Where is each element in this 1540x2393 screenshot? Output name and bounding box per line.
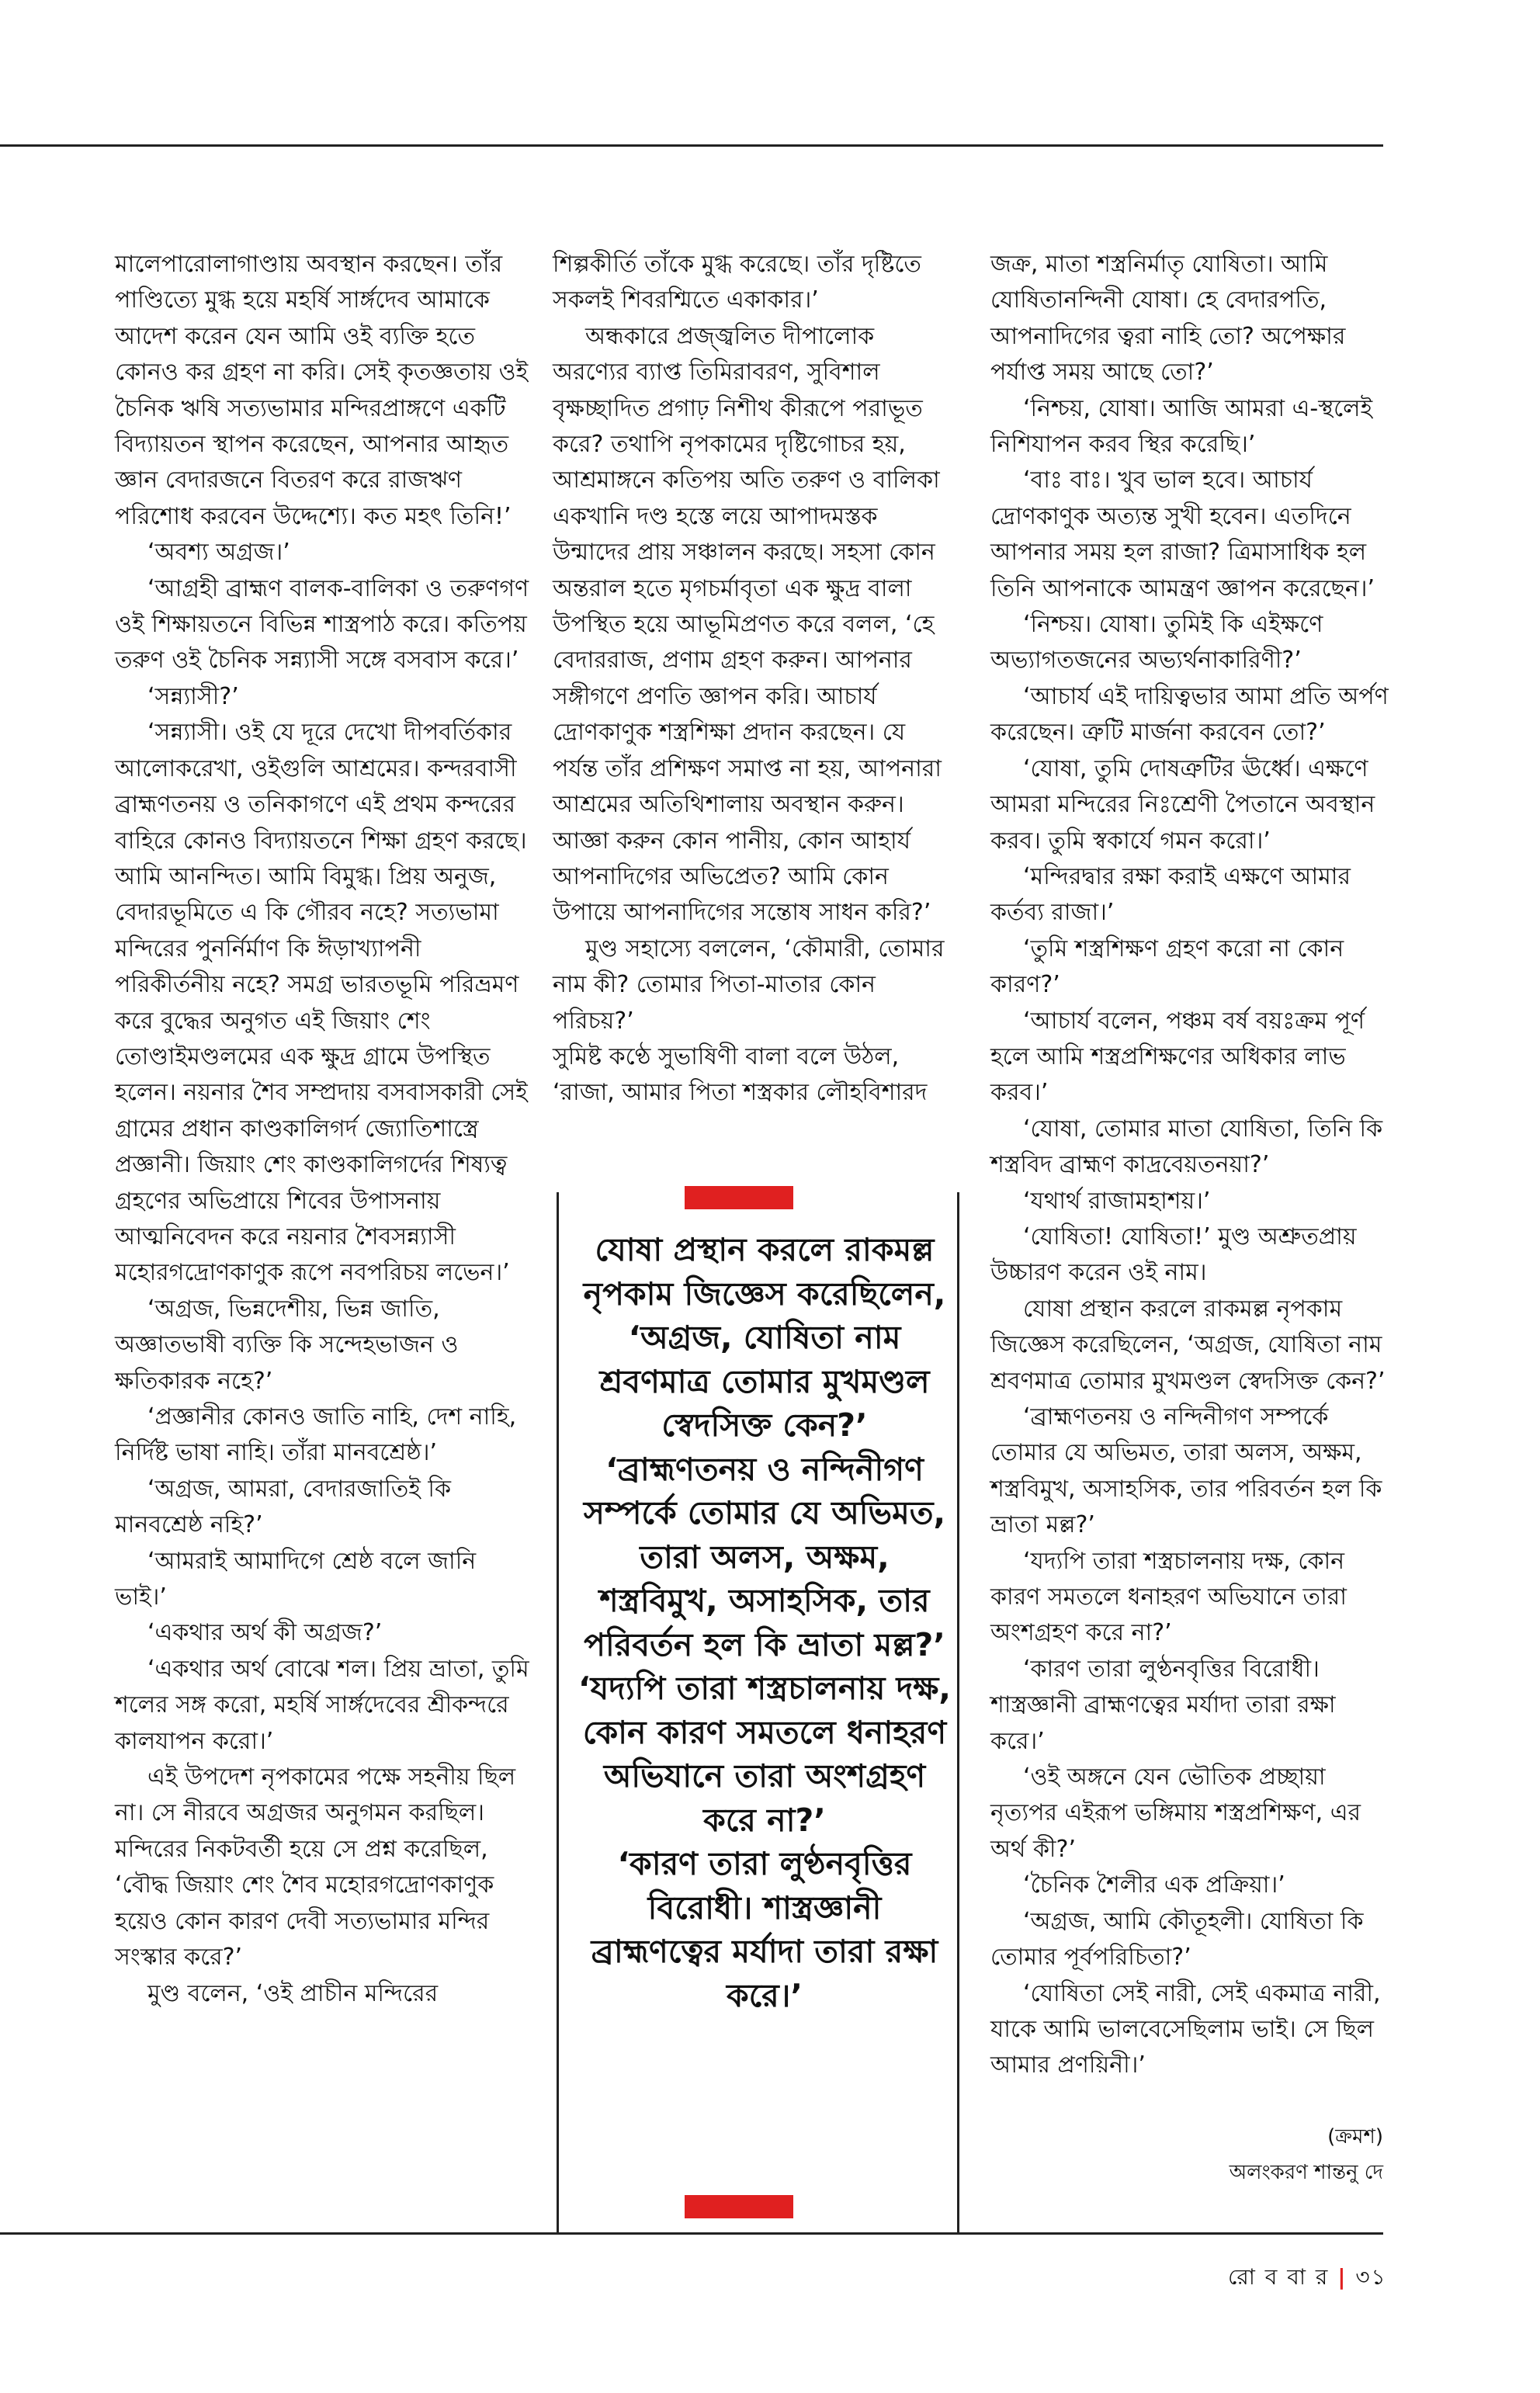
body-paragraph: এই উপদেশ নৃপকামের পক্ষে সহনীয় ছিল না। সে নীরবে অগ্রজর অনুগমন করছিল। মন্দিরের নিকটবর্তী হয়ে সে প্রশ্ন করেছিল, ‘বৌদ্ধ জিয়াং শেং শৈব মহোরগদ্রোণকাণুক হয়েও কোন কারণ দেবী সত্যভামার মন্দির সংস্কার করে?’ [115,1764,516,1972]
body-paragraph: ‘তুমি শস্ত্রশিক্ষণ গ্রহণ করো না কোন কারণ?’ [990,935,1344,999]
body-paragraph: ‘আমরাই আমাদিগে শ্রেষ্ঠ বলে জানি ভাই।’ [115,1547,477,1611]
bottom-rule [0,2232,1383,2235]
body-paragraph: ‘যথার্থ রাজামহাশয়।’ [1023,1187,1211,1215]
column-1 [115,247,534,2012]
body-paragraph: ‘অগ্রজ, আমি কৌতূহলী। যোষিতা কি তোমার পূর্বপরিচিতা?’ [990,1907,1364,1972]
body-paragraph: মুণ্ড সহাস্যে বললেন, ‘কৌমারী, তোমার নাম কী? তোমার পিতা-মাতার কোন পরিচয়?’ [553,935,945,1035]
body-paragraph: ‘একথার অর্থ কী অগ্রজ?’ [147,1619,383,1647]
body-paragraph: মালেপারোলাগাণ্ডায় অবস্থান করছেন। তাঁর পাণ্ডিত্যে মুগ্ধ হয়ে মহর্ষি সার্ঙ্গদেব আমাকে আদেশ করেন যেন আমি ওই ব্যক্তি হতে কোনও কর গ্রহণ না করি। সেই কৃতজ্ঞতায় ওই চৈনিক ঋষি সত্যভামার মন্দিরপ্রাঙ্গণে একটি বিদ্যায়তন স্থাপন করেছেন, আপনার আহৃত জ্ঞান বেদারজনে বিতরণ করে রাজঋণ পরিশোধ করবেন উদ্দেশ্যে। কত মহৎ তিনি!’ [115,251,529,530]
pull-quote-line: ‘কারণ তারা লুণ্ঠনবৃত্তির বিরোধী। শাস্ত্রজ্ঞানী ব্রাহ্মণত্বের মর্যাদা তারা রক্ষা করে।’ [591,1845,938,2014]
body-paragraph: জক্র, মাতা শস্ত্রনির্মাতৃ যোষিতা। আমি যোষিতানন্দিনী যোষা। হে বেদারপতি, আপনাদিগের ত্বরা নাহি তো? অপেক্ষার পর্যাপ্ত সময় আছে তো?’ [990,251,1346,387]
body-paragraph: ‘ব্রাহ্মণতনয় ও নন্দিনীগণ সম্পর্কে তোমার যে অভিমত, তারা অলস, অক্ষম, শস্ত্রবিমুখ, অসাহসিক, তার পরিবর্তন হল কি ভ্রাতা মল্ল?’ [990,1403,1382,1539]
top-rule [0,144,1383,147]
pull-quote [578,1228,951,2017]
body-paragraph: ‘নিশ্চয়, যোষা। আজি আমরা এ-স্থলেই নিশিযাপন করব স্থির করেছি।’ [990,394,1373,459]
body-paragraph: সুমিষ্ট কণ্ঠে সুভাষিণী বালা বলে উঠল, ‘রাজা, আমার পিতা শস্ত্রকার লৌহবিশারদ [553,1042,928,1107]
body-paragraph: ‘অবশ্য অগ্রজ।’ [147,539,290,567]
pull-quote-bottom-bar [685,2195,793,2218]
page-number: ৩১ [1355,2264,1387,2290]
pull-quote-top-bar [685,1186,793,1209]
body-paragraph: ‘আগ্রহী ব্রাহ্মণ বালক-বালিকা ও তরুণগণ ওই শিক্ষায়তনে বিভিন্ন শাস্ত্রপাঠ করে। কতিপয় তরুণ ওই চৈনিক সন্ন্যাসী সঙ্গে বসবাস করে।’ [115,574,529,675]
body-paragraph: ‘প্রজ্ঞানীর কোনও জাতি নাহি, দেশ নাহি, নির্দিষ্ট ভাষা নাহি। তাঁরা মানবশ্রেষ্ঠ।’ [115,1403,517,1467]
body-paragraph: ‘আচার্য বলেন, পঞ্চম বর্ষ বয়ঃক্রম পূর্ণ হলে আমি শস্ত্রপ্রশিক্ষণের অধিকার লাভ করব।’ [990,1007,1365,1107]
pull-quote-right-rule [957,1192,959,2232]
pull-quote-line: ‘ব্রাহ্মণতনয় ও নন্দিনীগণ সম্পর্কে তোমার যে অভিমত, তারা অলস, অক্ষম, শস্ত্রবিমুখ, অসাহসিক, তার পরিবর্তন হল কি ভ্রাতা মল্ল?’ [583,1450,946,1663]
illustration-credit: অলংকরণ শান্তনু দে [1229,2161,1383,2184]
body-paragraph: অন্ধকারে প্রজ্জ্বলিত দীপালোক অরণ্যের ব্যাপ্ত তিমিরাবরণ, সুবিশাল বৃক্ষচ্ছাদিত প্রগাঢ় নিশীথ কীরূপে পরাভূত করে? তথাপি নৃপকামের দৃষ্টিগোচর হয়, আশ্রমাঙ্গনে কতিপয় অতি তরুণ ও বালিকা একখানি দণ্ড হস্তে লয়ে আপাদমস্তক উন্মাদের প্রায় সঞ্চালন করছে। সহসা কোন অন্তরাল হতে মৃগচর্মাবৃতা এক ক্ষুদ্র বালা উপস্থিত হয়ে আভূমিপ্রণত করে বলল, ‘হে বেদাররাজ, প্রণাম গ্রহণ করুন। আপনার সঙ্গীগণে প্রণতি জ্ঞাপন করি। আচার্য দ্রোণকাণুক শস্ত্রশিক্ষা প্রদান করছেন। যে পর্যন্ত তাঁর প্রশিক্ষণ সমাপ্ত না হয়, আপনারা আশ্রমের অতিথিশালায় অবস্থান করুন। আজ্ঞা করুন কোন পানীয়, কোন আহার্য আপনাদিগের অভিপ্রেত? আমি কোন উপায়ে আপনাদিগের সন্তোষ সাধন করি?’ [553,322,942,927]
body-paragraph: ‘যোষা, তুমি দোষত্রুটির ঊর্ধ্বে। এক্ষণে আমরা মন্দিরের নিঃশ্রেণী পৈতানে অবস্থান করব। তুমি স্বকার্যে গমন করো।’ [990,754,1375,855]
body-paragraph: ‘যোষিতা! যোষিতা!’ মুণ্ড অশ্রুতপ্রায় উচ্চারণ করেন ওই নাম। [990,1223,1357,1287]
body-paragraph: ‘সন্ন্যাসী। ওই যে দূরে দেখো দীপবর্তিকার আলোকরেখা, ওইগুলি আশ্রমের। কন্দরবাসী ব্রাহ্মণতনয় ও তনিকাগণে এই প্রথম কন্দরের বাহিরে কোনও বিদ্যায়তনে শিক্ষা গ্রহণ করছে। আমি আনন্দিত। আমি বিমুগ্ধ। প্রিয় অনুজ, বেদারভূমিতে এ কি গৌরব নহে? সত্যভামা মন্দিরের পুনর্নির্মাণ কি ঈড়াখ্যাপনী পরিকীর্তনীয় নহে? সমগ্র ভারতভূমি পরিভ্রমণ করে বুদ্ধের অনুগত এই জিয়াং শেং তোণ্ডাইমণ্ডলমের এক ক্ষুদ্র গ্রামে উপস্থিত হলেন। নয়নার শৈব সম্প্রদায় বসবাসকারী সেই গ্রামের প্রধান কাণ্ডকালিগর্দ জ্যোতিশাস্ত্রে প্রজ্ঞানী। জিয়াং শেং কাণ্ডকালিগর্দের শিষ্যত্ব গ্রহণের অভিপ্রায়ে শিবের উপাসনায় আত্মনিবেদন করে নয়নার শৈবসন্ন্যাসী মহোরগদ্রোণকাণুক রূপে নবপরিচয় লভেন।’ [115,719,528,1287]
folio-separator: | [1337,2264,1348,2290]
body-paragraph: ‘কারণ তারা লুণ্ঠনবৃত্তির বিরোধী। শাস্ত্রজ্ঞানী ব্রাহ্মণত্বের মর্যাদা তারা রক্ষা করে।’ [990,1655,1336,1755]
body-paragraph: ‘আচার্য এই দায়িত্বভার আমা প্রতি অর্পণ করেছেন। ত্রুটি মার্জনা করবেন তো?’ [990,682,1389,747]
body-paragraph: ‘যোষা, তোমার মাতা যোষিতা, তিনি কি শস্ত্রবিদ ব্রাহ্মণ কাদ্রবেয়তনয়া?’ [990,1115,1383,1179]
magazine-name: রো ব বা র [1228,2264,1330,2290]
body-paragraph: ‘সন্ন্যাসী?’ [147,682,239,710]
body-paragraph: ‘যদ্যপি তারা শস্ত্রচালনায় দক্ষ, কোন কারণ সমতলে ধনাহরণ অভিযানে তারা অংশগ্রহণ করে না?’ [990,1547,1347,1647]
continued-label: (ক্রমশ) [1327,2125,1383,2148]
body-paragraph: মুণ্ড বলেন, ‘ওই প্রাচীন মন্দিরের [147,1979,439,2007]
pull-quote-line: যোষা প্রস্থান করলে রাকমল্ল নৃপকাম জিজ্ঞেস করেছিলেন, ‘অগ্রজ, যোষিতা নাম শ্রবণমাত্র তোমার মুখমণ্ডল স্বেদসিক্ত কেন?’ [583,1231,946,1444]
body-paragraph: ‘ওই অঙ্গনে যেন ভৌতিক প্রচ্ছায়া নৃত্যপর এইরূপ ভঙ্গিমায় শস্ত্রপ্রশিক্ষণ, এর অর্থ কী?’ [990,1764,1361,1863]
page-folio [1228,2260,1387,2297]
pull-quote-left-rule [557,1192,559,2232]
body-paragraph: যোষা প্রস্থান করলে রাকমল্ল নৃপকাম জিজ্ঞেস করেছিলেন, ‘অগ্রজ, যোষিতা নাম শ্রবণমাত্র তোমার মুখমণ্ডল স্বেদসিক্ত কেন?’ [990,1295,1386,1395]
body-paragraph: ‘চৈনিক শৈলীর এক প্রক্রিয়া।’ [1023,1871,1285,1899]
body-paragraph: ‘অগ্রজ, আমরা, বেদারজাতিই কি মানবশ্রেষ্ঠ নহি?’ [115,1475,452,1539]
body-paragraph: ‘মন্দিরদ্বার রক্ষা করাই এক্ষণে আমার কর্তব্য রাজা।’ [990,862,1351,927]
body-paragraph: ‘অগ্রজ, ভিন্নদেশীয়, ভিন্ন জাতি, অজ্ঞাতভাষী ব্যক্তি কি সন্দেহভাজন ও ক্ষতিকারক নহে?’ [115,1295,459,1395]
body-paragraph: ‘একথার অর্থ বোঝে শল। প্রিয় ভ্রাতা, তুমি শলের সঙ্গ করো, মহর্ষি সার্ঙ্গদেবের শ্রীকন্দরে কালযাপন করো।’ [115,1655,529,1755]
body-paragraph: ‘নিশ্চয়। যোষা। তুমিই কি এইক্ষণে অভ্যাগতজনের অভ্যর্থনাকারিণী?’ [990,611,1323,675]
column-2 [553,247,956,1112]
column-3 [990,247,1394,2084]
body-paragraph: শিল্পকীর্তি তাঁকে মুগ্ধ করেছে। তাঁর দৃষ্টিতে সকলই শিবরশ্মিতে একাকার।’ [553,251,921,314]
body-paragraph: ‘যোষিতা সেই নারী, সেই একমাত্র নারী, যাকে আমি ভালবেসেছিলাম ভাই। সে ছিল আমার প্রণয়িনী।’ [990,1979,1381,2079]
pull-quote-line: ‘যদ্যপি তারা শস্ত্রচালনায় দক্ষ, কোন কারণ সমতলে ধনাহরণ অভিযানে তারা অংশগ্রহণ করে না?’ [578,1670,951,1839]
body-paragraph: ‘বাঃ বাঃ। খুব ভাল হবে। আচার্য দ্রোণকাণুক অত্যন্ত সুখী হবেন। এতদিনে আপনার সময় হল রাজা? ত্রিমাসাধিক হল তিনি আপনাকে আমন্ত্রণ জ্ঞাপন করেছেন।’ [990,466,1375,602]
